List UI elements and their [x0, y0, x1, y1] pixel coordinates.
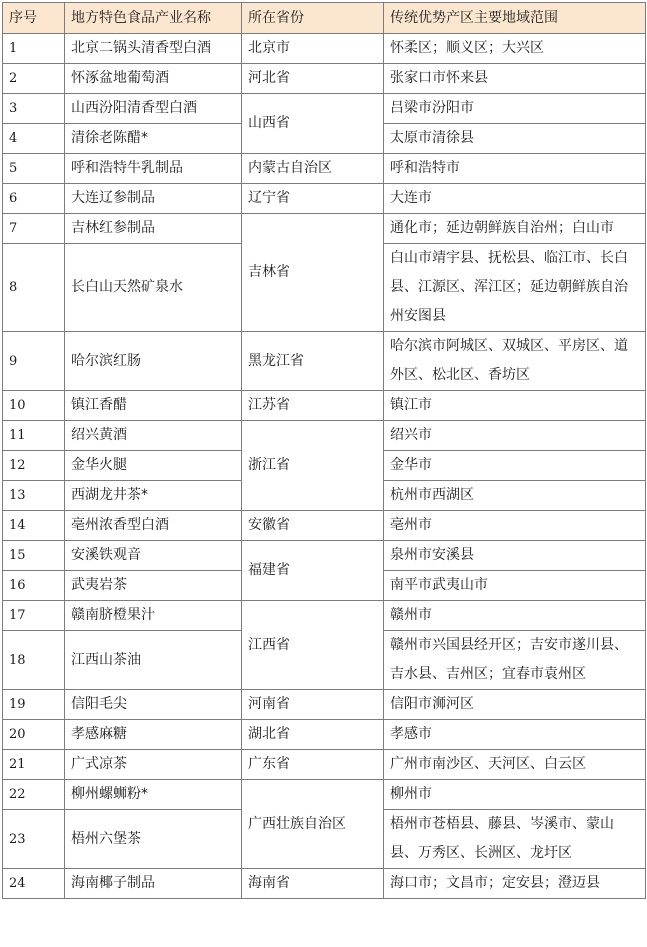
- row-name: 大连辽参制品: [65, 184, 242, 214]
- row-province: 湖北省: [242, 720, 384, 750]
- row-index: 4: [3, 124, 65, 154]
- row-region: 梧州市苍梧县、藤县、岑溪市、蒙山县、万秀区、长洲区、龙圩区: [384, 810, 646, 869]
- row-region: 通化市；延边朝鲜族自治州；白山市: [384, 214, 646, 244]
- row-index: 11: [3, 421, 65, 451]
- row-region: 镇江市: [384, 391, 646, 421]
- row-name: 赣南脐橙果汁: [65, 601, 242, 631]
- row-index: 13: [3, 481, 65, 511]
- row-index: 20: [3, 720, 65, 750]
- table-row: [3, 720, 646, 750]
- row-region: 孝感市: [384, 720, 646, 750]
- row-name: 哈尔滨红肠: [65, 332, 242, 391]
- row-name: 广式凉茶: [65, 750, 242, 780]
- row-name: 海南椰子制品: [65, 869, 242, 899]
- specialty-food-table: [2, 2, 646, 899]
- row-province: 河北省: [242, 64, 384, 94]
- row-index: 8: [3, 244, 65, 332]
- row-index: 18: [3, 631, 65, 690]
- row-province: 河南省: [242, 690, 384, 720]
- row-region: 呼和浩特市: [384, 154, 646, 184]
- table-row: [3, 34, 646, 64]
- row-province: 福建省: [242, 541, 384, 601]
- table-row: [3, 64, 646, 94]
- table-row: [3, 541, 646, 571]
- row-region: 亳州市: [384, 511, 646, 541]
- row-name: 西湖龙井茶*: [65, 481, 242, 511]
- row-region: 广州市南沙区、天河区、白云区: [384, 750, 646, 780]
- row-province: 黑龙江省: [242, 332, 384, 391]
- row-region: 南平市武夷山市: [384, 571, 646, 601]
- row-name: 安溪铁观音: [65, 541, 242, 571]
- table-row: [3, 184, 646, 214]
- row-region: 赣州市: [384, 601, 646, 631]
- row-province: 山西省: [242, 94, 384, 154]
- table-row: [3, 690, 646, 720]
- row-name: 呼和浩特牛乳制品: [65, 154, 242, 184]
- table-header-row: [3, 3, 646, 34]
- row-province: 辽宁省: [242, 184, 384, 214]
- row-name: 金华火腿: [65, 451, 242, 481]
- row-region: 海口市；文昌市；定安县；澄迈县: [384, 869, 646, 899]
- row-index: 5: [3, 154, 65, 184]
- row-region: 白山市靖宇县、抚松县、临江市、长白县、江源区、浑江区；延边朝鲜族自治州安图县: [384, 244, 646, 332]
- row-region: 泉州市安溪县: [384, 541, 646, 571]
- row-index: 12: [3, 451, 65, 481]
- row-province: 广东省: [242, 750, 384, 780]
- table-row: [3, 391, 646, 421]
- row-index: 3: [3, 94, 65, 124]
- row-region: 信阳市浉河区: [384, 690, 646, 720]
- row-index: 17: [3, 601, 65, 631]
- row-province: 浙江省: [242, 421, 384, 511]
- row-name: 北京二锅头清香型白酒: [65, 34, 242, 64]
- row-name: 武夷岩茶: [65, 571, 242, 601]
- row-index: 2: [3, 64, 65, 94]
- row-region: 张家口市怀来县: [384, 64, 646, 94]
- table-row: [3, 154, 646, 184]
- row-index: 16: [3, 571, 65, 601]
- row-province: 广西壮族自治区: [242, 780, 384, 869]
- row-province: 吉林省: [242, 214, 384, 332]
- row-region: 吕梁市汾阳市: [384, 94, 646, 124]
- row-index: 22: [3, 780, 65, 810]
- row-region: 杭州市西湖区: [384, 481, 646, 511]
- row-province: 北京市: [242, 34, 384, 64]
- row-index: 19: [3, 690, 65, 720]
- row-region: 绍兴市: [384, 421, 646, 451]
- row-name: 柳州螺蛳粉*: [65, 780, 242, 810]
- row-name: 吉林红参制品: [65, 214, 242, 244]
- row-index: 21: [3, 750, 65, 780]
- row-index: 15: [3, 541, 65, 571]
- row-name: 长白山天然矿泉水: [65, 244, 242, 332]
- row-province: 内蒙古自治区: [242, 154, 384, 184]
- row-region: 柳州市: [384, 780, 646, 810]
- table-row: [3, 780, 646, 810]
- row-region: 怀柔区；顺义区；大兴区: [384, 34, 646, 64]
- row-region: 赣州市兴国县经开区；吉安市遂川县、吉水县、吉州区；宜春市袁州区: [384, 631, 646, 690]
- row-region: 大连市: [384, 184, 646, 214]
- table-row: [3, 332, 646, 391]
- table-row: [3, 94, 646, 124]
- row-index: 7: [3, 214, 65, 244]
- row-index: 24: [3, 869, 65, 899]
- row-name: 怀涿盆地葡萄酒: [65, 64, 242, 94]
- row-index: 14: [3, 511, 65, 541]
- table-row: [3, 421, 646, 451]
- row-province: 江苏省: [242, 391, 384, 421]
- row-index: 23: [3, 810, 65, 869]
- table-row: [3, 869, 646, 899]
- row-index: 9: [3, 332, 65, 391]
- table-row: [3, 601, 646, 631]
- row-name: 梧州六堡茶: [65, 810, 242, 869]
- table-row: [3, 750, 646, 780]
- header-region: 传统优势产区主要地域范围: [384, 3, 646, 34]
- header-index: 序号: [3, 3, 65, 34]
- row-province: 安徽省: [242, 511, 384, 541]
- table-row: [3, 511, 646, 541]
- row-name: 孝感麻糖: [65, 720, 242, 750]
- row-index: 1: [3, 34, 65, 64]
- row-index: 10: [3, 391, 65, 421]
- header-province: 所在省份: [242, 3, 384, 34]
- row-province: 江西省: [242, 601, 384, 690]
- row-region: 哈尔滨市阿城区、双城区、平房区、道外区、松北区、香坊区: [384, 332, 646, 391]
- row-index: 6: [3, 184, 65, 214]
- row-name: 山西汾阳清香型白酒: [65, 94, 242, 124]
- row-name: 信阳毛尖: [65, 690, 242, 720]
- row-name: 清徐老陈醋*: [65, 124, 242, 154]
- row-name: 镇江香醋: [65, 391, 242, 421]
- table-row: [3, 214, 646, 244]
- row-region: 太原市清徐县: [384, 124, 646, 154]
- row-region: 金华市: [384, 451, 646, 481]
- header-name: 地方特色食品产业名称: [65, 3, 242, 34]
- row-province: 海南省: [242, 869, 384, 899]
- row-name: 绍兴黄酒: [65, 421, 242, 451]
- row-name: 亳州浓香型白酒: [65, 511, 242, 541]
- row-name: 江西山茶油: [65, 631, 242, 690]
